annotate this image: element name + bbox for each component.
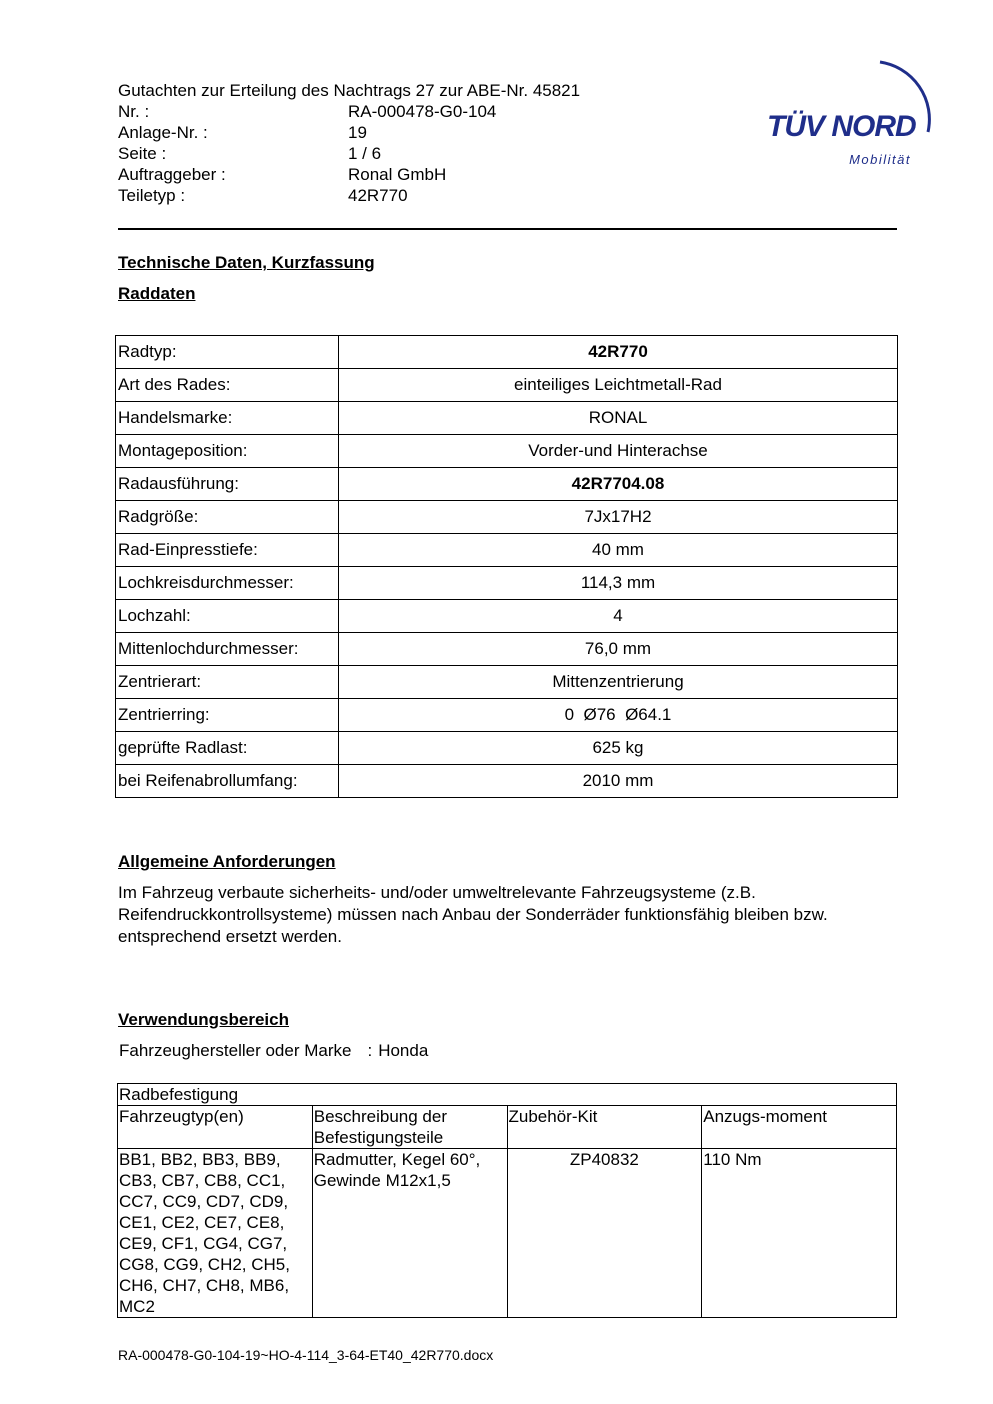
table-row (116, 699, 898, 732)
table-row (116, 336, 898, 369)
row-value: 42R7704.08 (339, 468, 898, 501)
header-accessory-kit: Zubehör-Kit (507, 1106, 702, 1149)
maker-value: Honda (378, 1041, 429, 1060)
header-description: Beschreibung der Befestigungsteile (312, 1106, 507, 1149)
header-label: Nr. : (118, 102, 150, 121)
row-key: bei Reifenabrollumfang: (116, 765, 339, 798)
row-key: Mittenlochdurchmesser: (116, 633, 339, 666)
header-value: 1 / 6 (348, 144, 382, 163)
header-value: 42R770 (348, 186, 408, 205)
header-label: Seite : (118, 144, 167, 163)
row-value: 40 mm (339, 534, 898, 567)
header-row-nr (118, 102, 496, 122)
logo-brand: TÜV NORD (767, 110, 916, 143)
maker-label: Fahrzeughersteller oder Marke (119, 1041, 352, 1060)
vehicle-maker-line (119, 1041, 428, 1061)
maker-separator: : (367, 1041, 373, 1060)
row-value: 625 kg (339, 732, 898, 765)
row-key: Radgröße: (116, 501, 339, 534)
table-row (116, 369, 898, 402)
header-value: RA-000478-G0-104 (348, 102, 497, 121)
vehicle-types-cell: BB1, BB2, BB3, BB9, CB3, CB7, CB8, CC1, CC7, CC9, CD7, CD9, CE1, CE2, CE7, CE8, CE9, CF1, CG4, CG7, CG8, CG9, CH2, CH5, CH6, CH7, CH8, MB6, MC2 (118, 1149, 313, 1318)
row-value: 0 Ø76 Ø64.1 (339, 699, 898, 732)
wheel-data-heading: Raddaten (118, 284, 196, 303)
table-row (116, 633, 898, 666)
header-row-teiletyp (118, 186, 408, 206)
table-row (116, 765, 898, 798)
row-value: 42R770 (339, 336, 898, 369)
logo-subtitle: Mobilität (849, 152, 911, 167)
row-value: 76,0 mm (339, 633, 898, 666)
fastening-caption: Radbefestigung (118, 1084, 897, 1106)
table-row (116, 600, 898, 633)
wheel-data-table (115, 335, 898, 798)
row-key: geprüfte Radlast: (116, 732, 339, 765)
tuv-nord-logo (762, 58, 940, 173)
fastening-header-row (118, 1106, 897, 1149)
row-value: RONAL (339, 402, 898, 435)
fastening-table (117, 1083, 897, 1318)
general-requirements-text: Im Fahrzeug verbaute sicherheits- und/oder umweltrelevante Fahrzeugsysteme (z.B. Reifendruckkontrollsysteme) müssen nach Anbau der Sonderräder funktionsfähig bleiben bzw. entsprechend ersetzt werden. (118, 883, 828, 946)
header-vehicle-types: Fahrzeugtyp(en) (118, 1106, 313, 1149)
table-row (118, 1149, 897, 1318)
table-row (116, 402, 898, 435)
header-value: Ronal GmbH (348, 165, 447, 184)
row-value: Vorder-und Hinterachse (339, 435, 898, 468)
footer-filename: RA-000478-G0-104-19~HO-4-114_3-64-ET40_42R770.docx (118, 1347, 494, 1363)
table-row (116, 501, 898, 534)
header-label: Teiletyp : (118, 186, 186, 205)
table-row (116, 435, 898, 468)
row-key: Radausführung: (116, 468, 339, 501)
header-value: 19 (348, 123, 367, 142)
table-row (116, 567, 898, 600)
general-requirements-heading: Allgemeine Anforderungen (118, 852, 336, 871)
row-key: Montageposition: (116, 435, 339, 468)
tech-data-heading: Technische Daten, Kurzfassung (118, 253, 375, 272)
row-value: Mittenzentrierung (339, 666, 898, 699)
row-key: Lochzahl: (116, 600, 339, 633)
header-divider (118, 228, 897, 230)
row-value: 114,3 mm (339, 567, 898, 600)
row-key: Art des Rades: (116, 369, 339, 402)
header-row-seite (118, 144, 381, 164)
document-title: Gutachten zur Erteilung des Nachtrags 27 zur ABE-Nr. 45821 (118, 81, 581, 100)
header-label: Auftraggeber : (118, 165, 226, 184)
row-value: einteiliges Leichtmetall-Rad (339, 369, 898, 402)
row-value: 4 (339, 600, 898, 633)
row-key: Rad-Einpresstiefe: (116, 534, 339, 567)
header-torque: Anzugs-moment (702, 1106, 897, 1149)
header-row-auftraggeber (118, 165, 446, 185)
row-key: Lochkreisdurchmesser: (116, 567, 339, 600)
table-row (116, 732, 898, 765)
description-cell: Radmutter, Kegel 60°, Gewinde M12x1,5 (312, 1149, 507, 1318)
row-value: 2010 mm (339, 765, 898, 798)
row-key: Zentrierring: (116, 699, 339, 732)
table-row (116, 666, 898, 699)
usage-heading: Verwendungsbereich (118, 1010, 289, 1029)
row-key: Handelsmarke: (116, 402, 339, 435)
kit-cell: ZP40832 (507, 1149, 702, 1318)
row-key: Radtyp: (116, 336, 339, 369)
table-row (116, 468, 898, 501)
row-value: 7Jx17H2 (339, 501, 898, 534)
table-row (116, 534, 898, 567)
header-row-anlage (118, 123, 367, 143)
row-key: Zentrierart: (116, 666, 339, 699)
header-label: Anlage-Nr. : (118, 123, 208, 142)
torque-cell: 110 Nm (702, 1149, 897, 1318)
